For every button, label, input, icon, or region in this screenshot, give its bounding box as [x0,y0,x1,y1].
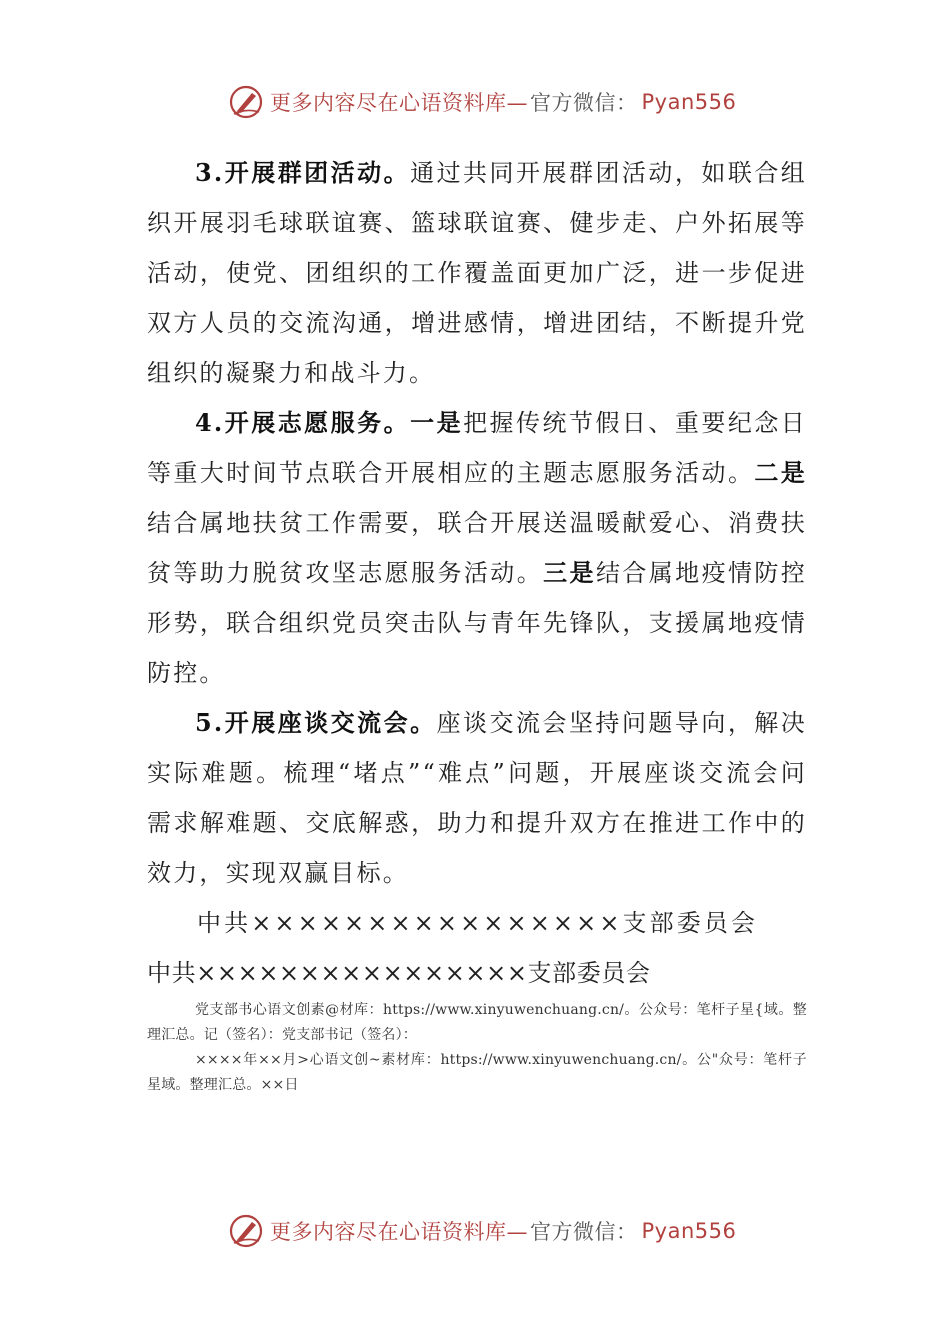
banner-text: 更多内容尽在心语资料库— [270,91,528,115]
section-3-heading: 3.开展群团活动。 [195,158,411,187]
section-4-point-2-text: 结合属地扶贫工作需要，联合开展送温暖献爱心、消费扶贫等助力脱贫攻坚志愿服务活动。 [147,509,807,587]
section-3-paragraph [147,148,807,398]
section-4-point-3-label: 三是 [543,558,596,587]
banner-wechat-id: Pyan556 [641,1219,737,1243]
section-5-paragraph [147,698,807,898]
footnote-line-2: ××××年××月>心语文创~素材库：https://www.xinyuwenchuang.cn/。公"众号：笔杆子星域。整理汇总。××日 [147,1052,807,1093]
section-4-heading: 4.开展志愿服务。 [195,408,411,437]
section-3-text: 通过共同开展群团活动，如联合组织开展羽毛球联谊赛、篮球联谊赛、健步走、户外拓展等活动，使党、团组织的工作覆盖面更加广泛，进一步促进双方人员的交流沟通，增进感情，增进团结，不断提升党组织的凝聚力和战斗力。 [147,159,808,387]
signature-line-2: 中共××××××××××××××××支部委员会 [147,959,651,987]
section-4-point-1-text: 把握传统节假日、重要纪念日等重大时间节点联合开展相应的主题志愿服务活动。 [147,409,808,487]
quill-pen-logo-icon [228,84,264,120]
watermark-banner-bottom [228,1209,748,1253]
section-4-point-2-label: 二是 [754,458,807,487]
banner-wechat-label: 官方微信： [530,91,638,115]
section-5-heading: 5.开展座谈交流会。 [195,708,437,737]
watermark-banner-top [228,80,748,124]
footnote-line-1: 党支部书心语文创素@材库：https://www.xinyuwenchuang.cn/。公众号：笔杆子星{域。整理汇总。记（签名）：党支部书记（签名）： [147,1002,807,1043]
section-4-point-1-label: 一是 [410,408,464,437]
section-4-point-3-text: 结合属地疫情防控形势，联合组织党员突击队与青年先锋队，支援属地疫情防控。 [147,559,808,687]
banner-wechat-id: Pyan556 [641,90,737,114]
signature-line-1: 中共××××××××××××××××支部委员会 [197,909,759,937]
banner-wechat-label: 官方微信： [530,1220,638,1244]
section-4-paragraph [147,398,807,698]
document-body [147,148,807,1098]
banner-text: 更多内容尽在心语资料库— [270,1220,528,1244]
quill-pen-logo-icon [228,1213,264,1249]
section-5-text: 座谈交流会坚持问题导向，解决实际难题。梳理“堵点”“难点”问题，开展座谈交流会问需求解难题、交底解惑，助力和提升双方在推进工作中的效力，实现双赢目标。 [147,709,807,887]
